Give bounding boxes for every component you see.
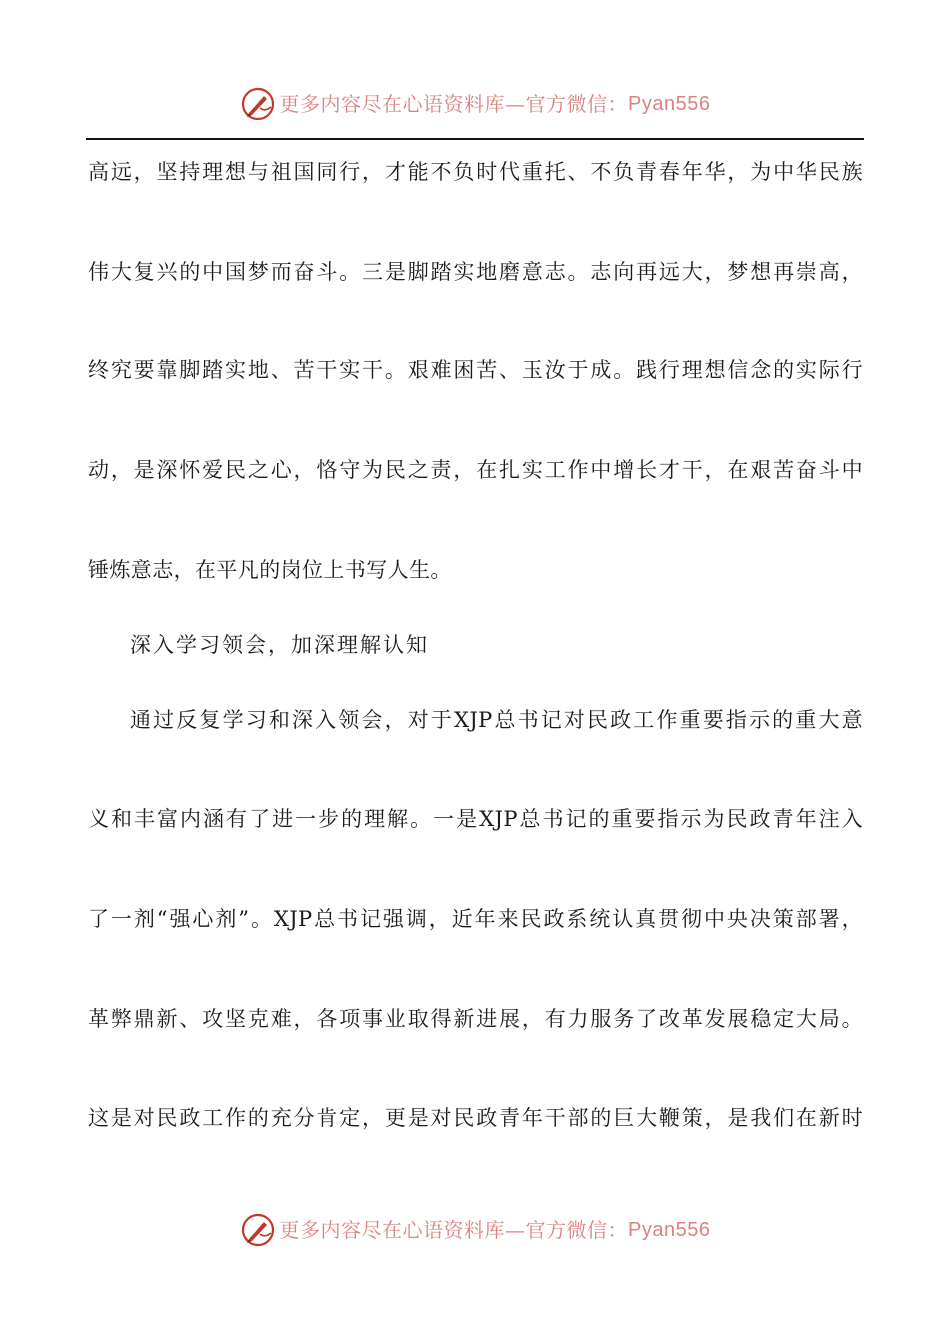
header-divider [86,138,864,140]
pen-logo-icon [240,1212,276,1248]
section-heading: 深入学习领会，加深理解认知 [130,633,429,657]
body-line: 伟大复兴的中国梦而奋斗。三是脚踏实地磨意志。志向再远大，梦想再崇高， [88,260,863,284]
footer-banner-contact: Pyan556 [628,1219,711,1241]
header-banner-text: 更多内容尽在心语资料库—官方微信： [279,92,629,116]
footer-banner-text: 更多内容尽在心语资料库—官方微信： [279,1218,629,1242]
body-line: 锤炼意志，在平凡的岗位上书写人生。 [88,558,452,582]
header-banner [0,82,950,126]
body-line: 了一剂“强心剂”。XJP总书记强调，近年来民政系统认真贯彻中央决策部署， [88,907,863,931]
body-line: 这是对民政工作的充分肯定，更是对民政青年干部的巨大鞭策，是我们在新时 [88,1106,863,1130]
body-line: 动，是深怀爱民之心，恪守为民之责，在扎实工作中增长才干，在艰苦奋斗中 [88,458,863,482]
pen-logo-icon [240,86,276,122]
body-line: 革弊鼎新、攻坚克难，各项事业取得新进展，有力服务了改革发展稳定大局。 [88,1007,863,1031]
body-line: 义和丰富内涵有了进一步的理解。一是XJP总书记的重要指示为民政青年注入 [88,807,863,831]
body-line: 高远，坚持理想与祖国同行，才能不负时代重托、不负青春年华，为中华民族 [88,160,863,184]
footer-banner [0,1208,950,1252]
body-line: 终究要靠脚踏实地、苦干实干。艰难困苦、玉汝于成。践行理想信念的实际行 [88,358,863,382]
body-line: 通过反复学习和深入领会，对于XJP总书记对民政工作重要指示的重大意 [130,708,863,732]
header-banner-contact: Pyan556 [628,93,711,115]
